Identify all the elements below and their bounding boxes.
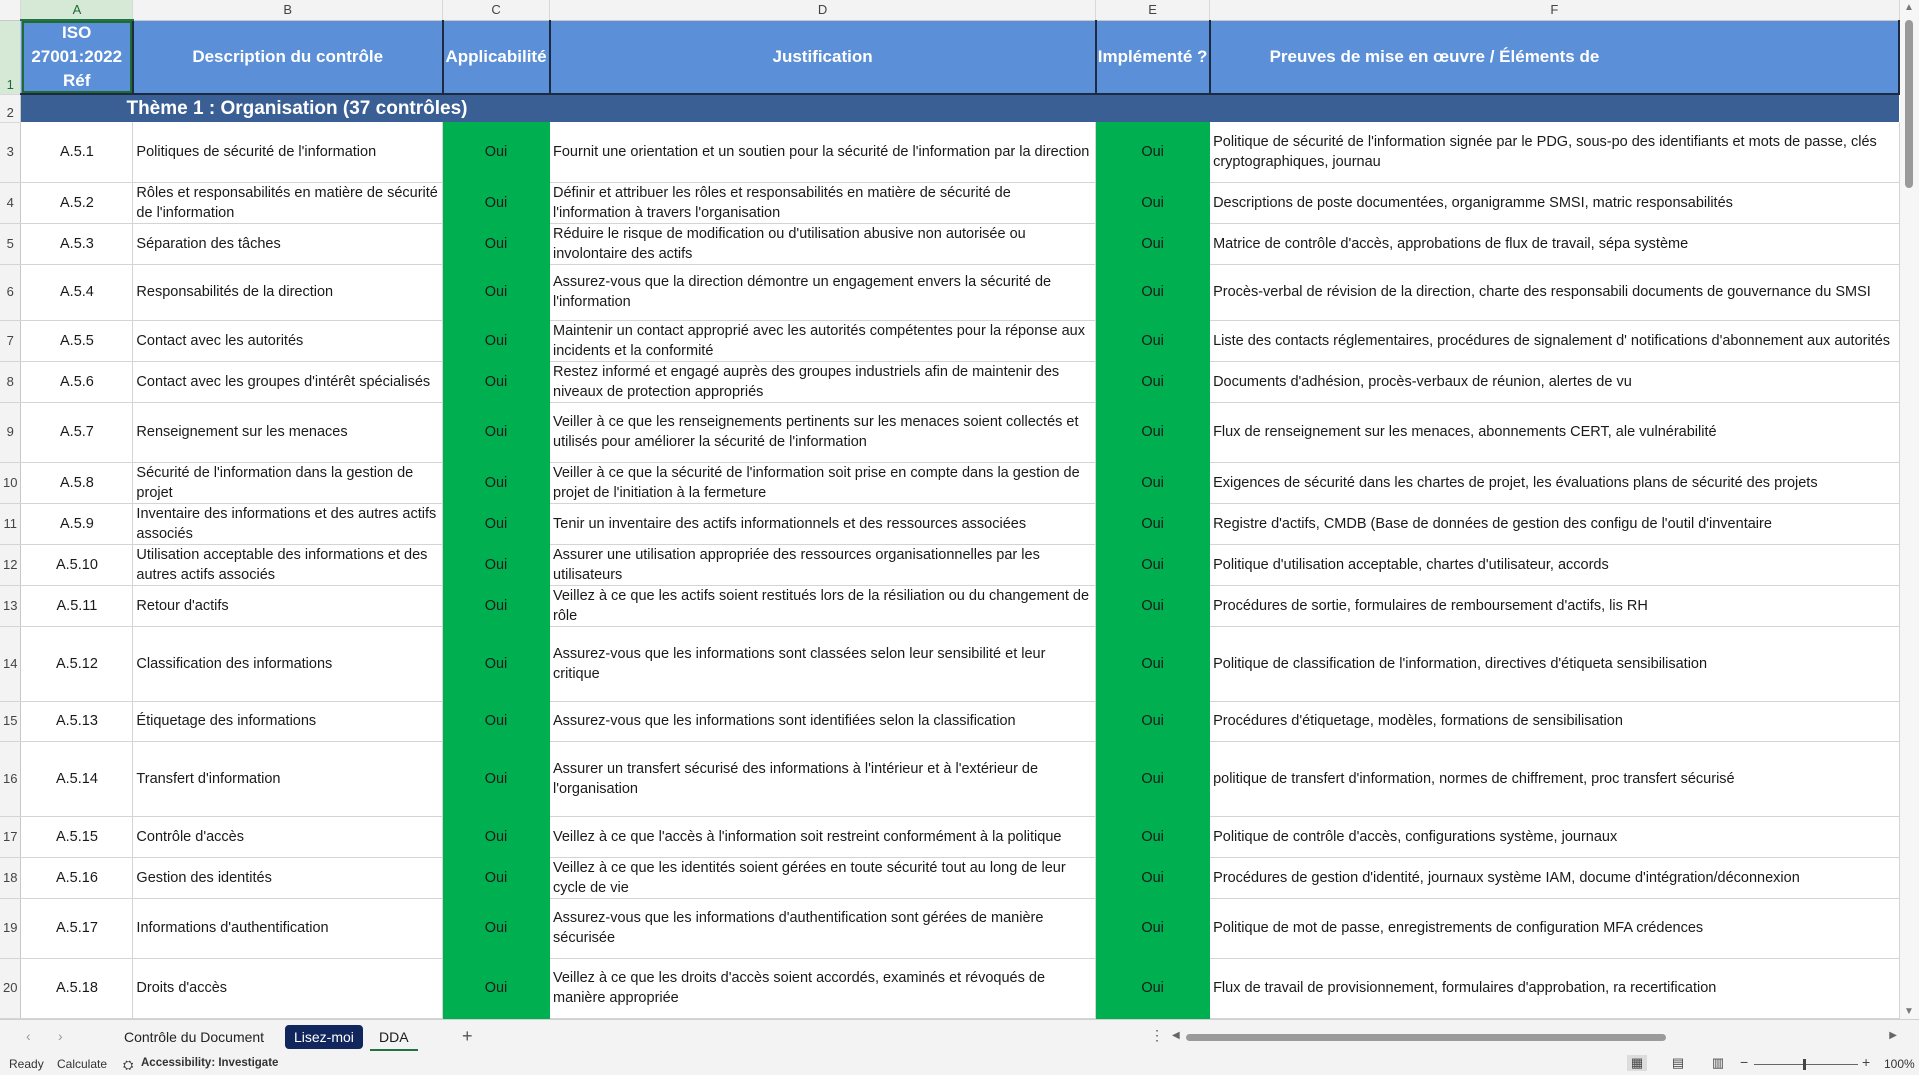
applicability-cell[interactable]: Oui xyxy=(443,544,550,585)
row-number[interactable]: 8 xyxy=(0,361,21,402)
justification-cell[interactable]: Définir et attribuer les rôles et responsabilités en matière de sécurité de l'information à travers l'organisation xyxy=(550,182,1096,223)
column-header-f[interactable]: F xyxy=(1210,0,1899,20)
column-header-a[interactable]: A xyxy=(21,0,133,20)
evidence-cell[interactable]: Procédures d'étiquetage, modèles, formations de sensibilisation xyxy=(1210,701,1899,741)
applicability-cell[interactable]: Oui xyxy=(443,122,550,182)
description-cell[interactable]: Étiquetage des informations xyxy=(133,701,443,741)
applicability-cell[interactable]: Oui xyxy=(443,320,550,361)
justification-cell[interactable]: Veillez à ce que l'accès à l'information soit restreint conformément à la politique xyxy=(550,816,1096,857)
description-cell[interactable]: Sécurité de l'information dans la gestion de projet xyxy=(133,462,443,503)
ref-cell[interactable]: A.5.2 xyxy=(21,182,133,223)
ref-cell[interactable]: A.5.7 xyxy=(21,402,133,462)
applicability-cell[interactable]: Oui xyxy=(443,701,550,741)
page-break-preview-icon[interactable]: ▥ xyxy=(1711,1055,1725,1070)
row-number[interactable]: 15 xyxy=(0,701,21,741)
implemented-cell[interactable]: Oui xyxy=(1096,741,1210,816)
row-number[interactable]: 19 xyxy=(0,898,21,958)
table-row xyxy=(0,898,1899,958)
justification-cell[interactable]: Restez informé et engagé auprès des groupes industriels afin de maintenir des niveaux de protection appropriés xyxy=(550,361,1096,402)
ref-cell[interactable]: A.5.5 xyxy=(21,320,133,361)
evidence-cell[interactable]: Politique de classification de l'information, directives d'étiqueta sensibilisation xyxy=(1210,626,1899,701)
description-cell[interactable]: Utilisation acceptable des informations et des autres actifs associés xyxy=(133,544,443,585)
next-sheet-icon[interactable]: › xyxy=(58,1028,63,1044)
header-applicability-cell[interactable]: Applicabilité xyxy=(443,20,550,94)
description-cell[interactable]: Retour d'actifs xyxy=(133,585,443,626)
evidence-cell[interactable]: Politique d'utilisation acceptable, chartes d'utilisateur, accords xyxy=(1210,544,1899,585)
header-ref-cell[interactable]: ISO 27001:2022 Réf xyxy=(21,20,133,94)
status-accessibility[interactable]: Accessibility: Investigate xyxy=(141,1057,279,1069)
implemented-cell[interactable]: Oui xyxy=(1096,264,1210,320)
implemented-cell[interactable]: Oui xyxy=(1096,402,1210,462)
vertical-scrollbar[interactable] xyxy=(1900,0,1919,1019)
status-ready: Ready xyxy=(9,1057,44,1071)
zoom-track xyxy=(1754,1064,1858,1065)
table-row xyxy=(0,857,1899,898)
status-bar xyxy=(0,1053,1919,1075)
table-row xyxy=(0,264,1899,320)
ref-cell[interactable]: A.5.11 xyxy=(21,585,133,626)
implemented-cell[interactable]: Oui xyxy=(1096,585,1210,626)
header-justification-cell[interactable]: Justification xyxy=(550,20,1096,94)
row-number[interactable]: 14 xyxy=(0,626,21,701)
normal-view-icon[interactable]: ▦ xyxy=(1627,1055,1647,1071)
description-cell[interactable]: Contact avec les autorités xyxy=(133,320,443,361)
zoom-in-icon[interactable]: + xyxy=(1862,1054,1871,1070)
description-cell[interactable]: Classification des informations xyxy=(133,626,443,701)
header-evidence-cell[interactable]: Preuves de mise en œuvre / Éléments de xyxy=(1210,20,1899,94)
justification-cell[interactable]: Assurer un transfert sécurisé des informations à l'intérieur et à l'extérieur de l'organisation xyxy=(550,741,1096,816)
applicability-cell[interactable]: Oui xyxy=(443,958,550,1018)
implemented-cell[interactable]: Oui xyxy=(1096,182,1210,223)
description-cell[interactable]: Contact avec les groupes d'intérêt spécialisés xyxy=(133,361,443,402)
scroll-down-icon[interactable]: ▼ xyxy=(1904,1006,1914,1017)
column-header-b[interactable]: B xyxy=(133,0,443,20)
justification-cell[interactable]: Assurez-vous que la direction démontre un engagement envers la sécurité de l'information xyxy=(550,264,1096,320)
header-description-cell[interactable]: Description du contrôle xyxy=(133,20,443,94)
status-calculate[interactable]: Calculate xyxy=(57,1057,108,1071)
table-row xyxy=(0,816,1899,857)
zoom-out-icon[interactable]: − xyxy=(1740,1054,1749,1070)
applicability-cell[interactable]: Oui xyxy=(443,361,550,402)
evidence-cell[interactable]: Politique de mot de passe, enregistrements de configuration MFA crédences xyxy=(1210,898,1899,958)
table-row xyxy=(0,701,1899,741)
table-row xyxy=(0,585,1899,626)
ref-cell[interactable]: A.5.3 xyxy=(21,223,133,264)
zoom-slider[interactable] xyxy=(1740,1056,1870,1072)
row-number[interactable]: 10 xyxy=(0,462,21,503)
justification-cell[interactable]: Assurer une utilisation appropriée des ressources organisationnelles par les utilisateurs xyxy=(550,544,1096,585)
evidence-cell[interactable]: Procès-verbal de révision de la direction, charte des responsabili documents de gouvernance du SMSI xyxy=(1210,264,1899,320)
applicability-cell[interactable]: Oui xyxy=(443,402,550,462)
row-number[interactable]: 17 xyxy=(0,816,21,857)
ref-cell[interactable]: A.5.9 xyxy=(21,503,133,544)
row-number[interactable]: 16 xyxy=(0,741,21,816)
page-layout-icon[interactable]: ▤ xyxy=(1671,1055,1685,1070)
applicability-cell[interactable]: Oui xyxy=(443,182,550,223)
column-header-d[interactable]: D xyxy=(550,0,1096,20)
theme-title-cell[interactable]: Thème 1 : Organisation (37 contrôles) xyxy=(21,94,1899,122)
row-number[interactable]: 13 xyxy=(0,585,21,626)
header-implemented-cell[interactable]: Implémenté ? xyxy=(1096,20,1210,94)
ref-cell[interactable]: A.5.12 xyxy=(21,626,133,701)
applicability-cell[interactable]: Oui xyxy=(443,816,550,857)
description-cell[interactable]: Politiques de sécurité de l'information xyxy=(133,122,443,182)
applicability-cell[interactable]: Oui xyxy=(443,898,550,958)
horizontal-scrollbar[interactable] xyxy=(1172,1030,1897,1044)
table-row xyxy=(0,320,1899,361)
justification-cell[interactable]: Veillez à ce que les actifs soient restitués lors de la résiliation ou du changement de rôle xyxy=(550,585,1096,626)
description-cell[interactable]: Transfert d'information xyxy=(133,741,443,816)
description-cell[interactable]: Droits d'accès xyxy=(133,958,443,1018)
justification-cell[interactable]: Veillez à ce que les droits d'accès soient accordés, examinés et révoqués de manière appropriée xyxy=(550,958,1096,1018)
applicability-cell[interactable]: Oui xyxy=(443,264,550,320)
description-cell[interactable]: Renseignement sur les menaces xyxy=(133,402,443,462)
prev-sheet-icon[interactable]: ‹ xyxy=(26,1028,31,1044)
ref-cell[interactable]: A.5.16 xyxy=(21,857,133,898)
tab-lisez-moi[interactable]: Lisez-moi xyxy=(285,1025,363,1049)
justification-cell[interactable]: Veillez à ce que les identités soient gérées en toute sécurité tout au long de leur cycle de vie xyxy=(550,857,1096,898)
ref-cell[interactable]: A.5.6 xyxy=(21,361,133,402)
row-number[interactable]: 9 xyxy=(0,402,21,462)
table-row xyxy=(0,544,1899,585)
zoom-level[interactable]: 100% xyxy=(1884,1057,1915,1071)
table-row xyxy=(0,958,1899,1018)
justification-cell[interactable]: Veiller à ce que la sécurité de l'information soit prise en compte dans la gestion de projet de l'initiation à la fermeture xyxy=(550,462,1096,503)
table-row xyxy=(0,361,1899,402)
evidence-cell[interactable]: Matrice de contrôle d'accès, approbations de flux de travail, sépa système xyxy=(1210,223,1899,264)
evidence-cell[interactable]: Politique de contrôle d'accès, configurations système, journaux xyxy=(1210,816,1899,857)
select-all-corner[interactable] xyxy=(0,0,21,20)
scroll-left-icon[interactable]: ◀ xyxy=(1172,1030,1180,1041)
row-number[interactable]: 20 xyxy=(0,958,21,1018)
evidence-cell[interactable]: Procédures de gestion d'identité, journaux système IAM, docume d'intégration/déconnexion xyxy=(1210,857,1899,898)
evidence-cell[interactable]: Politique de sécurité de l'information signée par le PDG, sous-po des identifiants et mots de passe, clés cryptographiques, journau xyxy=(1210,122,1899,182)
tab-controle-document[interactable]: Contrôle du Document xyxy=(124,1029,265,1045)
description-cell[interactable]: Gestion des identités xyxy=(133,857,443,898)
justification-cell[interactable]: Maintenir un contact approprié avec les autorités compétentes pour la réponse aux incidents et la conformité xyxy=(550,320,1096,361)
table-row xyxy=(0,741,1899,816)
implemented-cell[interactable]: Oui xyxy=(1096,701,1210,741)
description-cell[interactable]: Rôles et responsabilités en matière de sécurité de l'information xyxy=(133,182,443,223)
implemented-cell[interactable]: Oui xyxy=(1096,503,1210,544)
table-row xyxy=(0,223,1899,264)
evidence-cell[interactable]: Procédures de sortie, formulaires de remboursement d'actifs, lis RH xyxy=(1210,585,1899,626)
ref-cell[interactable]: A.5.4 xyxy=(21,264,133,320)
vertical-scroll-thumb[interactable] xyxy=(1905,20,1913,188)
row-number[interactable]: 1 xyxy=(0,20,21,94)
ref-cell[interactable]: A.5.14 xyxy=(21,741,133,816)
evidence-cell[interactable]: Documents d'adhésion, procès-verbaux de réunion, alertes de vu xyxy=(1210,361,1899,402)
table-row xyxy=(0,182,1899,223)
justification-cell[interactable]: Veiller à ce que les renseignements pertinents sur les menaces soient collectés et utilisés pour améliorer la sécurité de l'information xyxy=(550,402,1096,462)
ref-cell[interactable]: A.5.10 xyxy=(21,544,133,585)
more-options-icon[interactable]: ⋮ xyxy=(1150,1027,1164,1043)
table-row xyxy=(0,462,1899,503)
applicability-cell[interactable]: Oui xyxy=(443,857,550,898)
evidence-cell[interactable]: Exigences de sécurité dans les chartes de projet, les évaluations plans de sécurité des projets xyxy=(1210,462,1899,503)
implemented-cell[interactable]: Oui xyxy=(1096,544,1210,585)
row-number[interactable]: 4 xyxy=(0,182,21,223)
row-number[interactable]: 12 xyxy=(0,544,21,585)
justification-cell[interactable]: Fournit une orientation et un soutien pour la sécurité de l'information par la direction xyxy=(550,122,1096,182)
scroll-up-icon[interactable]: ▲ xyxy=(1904,2,1914,13)
description-cell[interactable]: Informations d'authentification xyxy=(133,898,443,958)
tab-dda[interactable]: DDA xyxy=(370,1025,418,1051)
table-row xyxy=(0,122,1899,182)
description-cell[interactable]: Séparation des tâches xyxy=(133,223,443,264)
applicability-cell[interactable]: Oui xyxy=(443,626,550,701)
implemented-cell[interactable]: Oui xyxy=(1096,816,1210,857)
ref-cell[interactable]: A.5.17 xyxy=(21,898,133,958)
description-cell[interactable]: Contrôle d'accès xyxy=(133,816,443,857)
row-number[interactable]: 2 xyxy=(0,94,21,122)
implemented-cell[interactable]: Oui xyxy=(1096,320,1210,361)
evidence-cell[interactable]: politique de transfert d'information, normes de chiffrement, proc transfert sécurisé xyxy=(1210,741,1899,816)
row-number[interactable]: 7 xyxy=(0,320,21,361)
row-number[interactable]: 5 xyxy=(0,223,21,264)
implemented-cell[interactable]: Oui xyxy=(1096,361,1210,402)
add-sheet-icon[interactable]: + xyxy=(462,1026,473,1046)
applicability-cell[interactable]: Oui xyxy=(443,741,550,816)
ref-cell[interactable]: A.5.18 xyxy=(21,958,133,1018)
implemented-cell[interactable]: Oui xyxy=(1096,462,1210,503)
evidence-cell[interactable]: Descriptions de poste documentées, organigramme SMSI, matric responsabilités xyxy=(1210,182,1899,223)
applicability-cell[interactable]: Oui xyxy=(443,462,550,503)
column-header-e[interactable]: E xyxy=(1096,0,1210,20)
sheet-tab-bar xyxy=(0,1019,1919,1054)
applicability-cell[interactable]: Oui xyxy=(443,585,550,626)
justification-cell[interactable]: Assurez-vous que les informations sont identifiées selon la classification xyxy=(550,701,1096,741)
evidence-cell[interactable]: Registre d'actifs, CMDB (Base de données de gestion des configu de l'outil d'inventaire xyxy=(1210,503,1899,544)
zoom-knob[interactable] xyxy=(1803,1059,1806,1070)
horizontal-scroll-thumb[interactable] xyxy=(1186,1034,1666,1041)
ref-cell[interactable]: A.5.13 xyxy=(21,701,133,741)
row-number[interactable]: 18 xyxy=(0,857,21,898)
description-cell[interactable]: Responsabilités de la direction xyxy=(133,264,443,320)
justification-cell[interactable]: Réduire le risque de modification ou d'utilisation abusive non autorisée ou involontaire des actifs xyxy=(550,223,1096,264)
applicability-cell[interactable]: Oui xyxy=(443,503,550,544)
description-cell[interactable]: Inventaire des informations et des autres actifs associés xyxy=(133,503,443,544)
row-number[interactable]: 6 xyxy=(0,264,21,320)
table-row xyxy=(0,626,1899,701)
evidence-cell[interactable]: Flux de renseignement sur les menaces, abonnements CERT, ale vulnérabilité xyxy=(1210,402,1899,462)
ref-cell[interactable]: A.5.1 xyxy=(21,122,133,182)
table-row xyxy=(0,402,1899,462)
header-row xyxy=(0,20,1899,94)
implemented-cell[interactable]: Oui xyxy=(1096,626,1210,701)
column-header-c[interactable]: C xyxy=(443,0,550,20)
justification-cell[interactable]: Tenir un inventaire des actifs informationnels et des ressources associées xyxy=(550,503,1096,544)
accessibility-icon[interactable]: ⛭ xyxy=(123,1057,134,1072)
column-header-row xyxy=(0,0,1899,20)
justification-cell[interactable]: Assurez-vous que les informations d'authentification sont gérées de manière sécurisée xyxy=(550,898,1096,958)
implemented-cell[interactable]: Oui xyxy=(1096,958,1210,1018)
row-number[interactable]: 11 xyxy=(0,503,21,544)
implemented-cell[interactable]: Oui xyxy=(1096,223,1210,264)
scroll-right-icon[interactable]: ▶ xyxy=(1889,1030,1897,1041)
row-number[interactable]: 3 xyxy=(0,122,21,182)
table-row xyxy=(0,503,1899,544)
evidence-cell[interactable]: Flux de travail de provisionnement, formulaires d'approbation, ra recertification xyxy=(1210,958,1899,1018)
theme-row xyxy=(0,94,1899,122)
applicability-cell[interactable]: Oui xyxy=(443,223,550,264)
implemented-cell[interactable]: Oui xyxy=(1096,857,1210,898)
ref-cell[interactable]: A.5.15 xyxy=(21,816,133,857)
implemented-cell[interactable]: Oui xyxy=(1096,898,1210,958)
evidence-cell[interactable]: Liste des contacts réglementaires, procédures de signalement d' notifications d'abonnement aux autorités xyxy=(1210,320,1899,361)
ref-cell[interactable]: A.5.8 xyxy=(21,462,133,503)
justification-cell[interactable]: Assurez-vous que les informations sont classées selon leur sensibilité et leur critique xyxy=(550,626,1096,701)
implemented-cell[interactable]: Oui xyxy=(1096,122,1210,182)
